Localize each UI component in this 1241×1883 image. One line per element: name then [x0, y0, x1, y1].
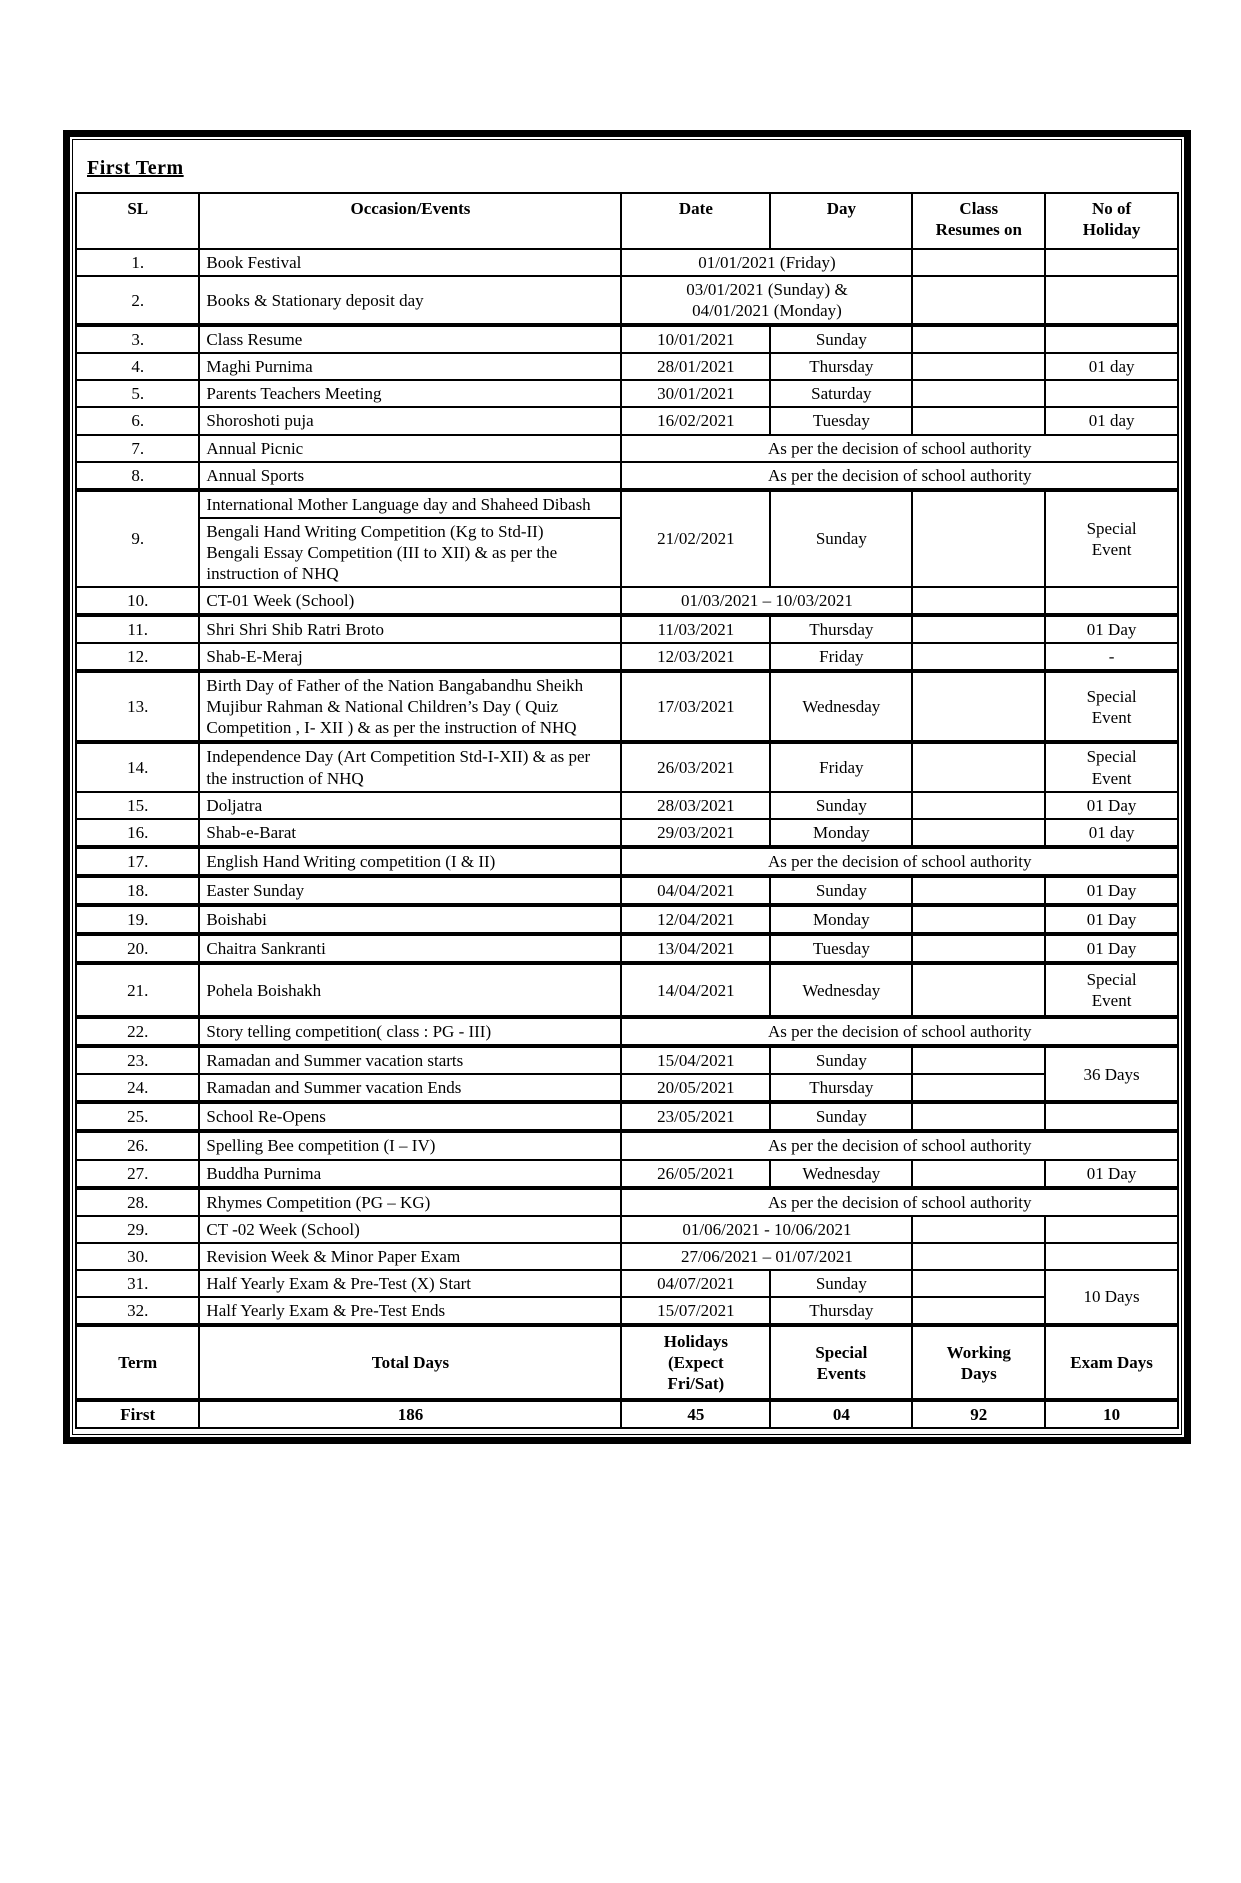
occasion-cell: School Re-Opens — [199, 1102, 621, 1131]
date-cell: 01/01/2021 (Friday) — [621, 249, 912, 276]
sl-cell: 13. — [76, 671, 199, 742]
occasion-cell: Book Festival — [199, 249, 621, 276]
day-cell: Sunday — [770, 792, 912, 819]
date-cell: 04/04/2021 — [621, 876, 770, 905]
date-cell: 13/04/2021 — [621, 934, 770, 963]
table-row — [76, 353, 1178, 380]
class-resumes-cell — [912, 587, 1045, 615]
occasion-cell: Half Yearly Exam & Pre-Test (X) Start — [199, 1270, 621, 1297]
occasion-cell: Shoroshoti puja — [199, 407, 621, 434]
table-row — [76, 1074, 1178, 1102]
header-day: Day — [770, 193, 912, 249]
day-cell: Sunday — [770, 490, 912, 587]
occasion-cell: Birth Day of Father of the Nation Bangabandhu Sheikh Mujibur Rahman & National Children’s Day ( Quiz Competition , I- XII ) & as per the instruction of NHQ — [199, 671, 621, 742]
occasion-cell: Half Yearly Exam & Pre-Test Ends — [199, 1297, 621, 1325]
class-resumes-cell — [912, 490, 1045, 587]
holiday-cell: Special Event — [1045, 963, 1178, 1017]
summary-special-events-value: 04 — [770, 1400, 912, 1428]
holiday-cell — [1045, 249, 1178, 276]
summary-header-exam-days: Exam Days — [1045, 1325, 1178, 1400]
table-row — [76, 407, 1178, 434]
header-no-of-holiday: No of Holiday — [1045, 193, 1178, 249]
holiday-cell — [1045, 380, 1178, 407]
holiday-cell — [1045, 1243, 1178, 1270]
sl-cell: 2. — [76, 276, 199, 325]
class-resumes-cell — [912, 963, 1045, 1017]
occasion-cell: Story telling competition( class : PG - III) — [199, 1017, 621, 1046]
table-row — [76, 1102, 1178, 1131]
table-row — [76, 587, 1178, 615]
date-cell: 14/04/2021 — [621, 963, 770, 1017]
occasion-cell: Boishabi — [199, 905, 621, 934]
date-cell: 01/06/2021 - 10/06/2021 — [621, 1216, 912, 1243]
holiday-cell: 36 Days — [1045, 1046, 1178, 1102]
class-resumes-cell — [912, 325, 1045, 353]
authority-note-cell: As per the decision of school authority — [621, 1188, 1178, 1216]
table-row — [76, 671, 1178, 742]
occasion-cell: Buddha Purnima — [199, 1160, 621, 1188]
occasion-cell: Spelling Bee competition (I – IV) — [199, 1131, 621, 1159]
holiday-cell: 01 Day — [1045, 934, 1178, 963]
class-resumes-cell — [912, 1216, 1045, 1243]
sl-cell: 4. — [76, 353, 199, 380]
term-table-frame — [63, 130, 1191, 1444]
sl-cell: 30. — [76, 1243, 199, 1270]
sl-cell: 23. — [76, 1046, 199, 1074]
class-resumes-cell — [912, 407, 1045, 434]
table-row — [76, 1216, 1178, 1243]
table-row — [76, 462, 1178, 490]
occasion-cell: Doljatra — [199, 792, 621, 819]
occasion-cell: Shab-e-Barat — [199, 819, 621, 847]
class-resumes-cell — [912, 1102, 1045, 1131]
date-cell: 27/06/2021 – 01/07/2021 — [621, 1243, 912, 1270]
sl-cell: 10. — [76, 587, 199, 615]
header-date: Date — [621, 193, 770, 249]
date-cell: 16/02/2021 — [621, 407, 770, 434]
page-title: First Term — [87, 157, 184, 179]
class-resumes-cell — [912, 876, 1045, 905]
date-cell: 04/07/2021 — [621, 1270, 770, 1297]
occasion-cell: Easter Sunday — [199, 876, 621, 905]
table-row — [76, 615, 1178, 643]
table-row — [76, 1131, 1178, 1159]
date-cell: 26/03/2021 — [621, 742, 770, 791]
class-resumes-cell — [912, 615, 1045, 643]
date-cell: 20/05/2021 — [621, 1074, 770, 1102]
table-row — [76, 905, 1178, 934]
holiday-cell: 01 Day — [1045, 1160, 1178, 1188]
table-row — [76, 249, 1178, 276]
table-row — [76, 325, 1178, 353]
class-resumes-cell — [912, 249, 1045, 276]
date-cell: 12/04/2021 — [621, 905, 770, 934]
authority-note-cell: As per the decision of school authority — [621, 1017, 1178, 1046]
occasion-cell: Annual Picnic — [199, 435, 621, 462]
holiday-cell: 10 Days — [1045, 1270, 1178, 1325]
class-resumes-cell — [912, 1074, 1045, 1102]
occasion-cell: CT-01 Week (School) — [199, 587, 621, 615]
class-resumes-cell — [912, 934, 1045, 963]
class-resumes-cell — [912, 1270, 1045, 1297]
summary-holidays-value: 45 — [621, 1400, 770, 1428]
occasion-cell: Chaitra Sankranti — [199, 934, 621, 963]
day-cell: Sunday — [770, 325, 912, 353]
table-row — [76, 380, 1178, 407]
header-row — [76, 193, 1178, 249]
class-resumes-cell — [912, 671, 1045, 742]
table-row — [76, 1243, 1178, 1270]
sl-cell: 18. — [76, 876, 199, 905]
holiday-cell: 01 Day — [1045, 876, 1178, 905]
date-cell: 23/05/2021 — [621, 1102, 770, 1131]
sl-cell: 26. — [76, 1131, 199, 1159]
class-resumes-cell — [912, 1297, 1045, 1325]
day-cell: Thursday — [770, 1297, 912, 1325]
table-row — [76, 792, 1178, 819]
date-cell: 30/01/2021 — [621, 380, 770, 407]
occasion-cell: Rhymes Competition (PG – KG) — [199, 1188, 621, 1216]
sl-cell: 31. — [76, 1270, 199, 1297]
calendar-table-header — [76, 193, 1178, 249]
header-sl: SL — [76, 193, 199, 249]
occasion-cell: Pohela Boishakh — [199, 963, 621, 1017]
table-row — [76, 1297, 1178, 1325]
occasion-cell: Annual Sports — [199, 462, 621, 490]
holiday-cell: - — [1045, 643, 1178, 671]
table-row — [76, 1270, 1178, 1297]
day-cell: Sunday — [770, 1270, 912, 1297]
occasion-cell: Shri Shri Shib Ratri Broto — [199, 615, 621, 643]
day-cell: Friday — [770, 643, 912, 671]
day-cell: Friday — [770, 742, 912, 791]
class-resumes-cell — [912, 742, 1045, 791]
date-cell: 15/04/2021 — [621, 1046, 770, 1074]
day-cell: Wednesday — [770, 1160, 912, 1188]
day-cell: Monday — [770, 905, 912, 934]
day-cell: Wednesday — [770, 671, 912, 742]
table-row — [76, 819, 1178, 847]
header-class-resumes: Class Resumes on — [912, 193, 1045, 249]
sl-cell: 19. — [76, 905, 199, 934]
day-cell: Thursday — [770, 353, 912, 380]
day-cell: Tuesday — [770, 934, 912, 963]
table-row — [76, 742, 1178, 791]
summary-header-holidays: Holidays (Expect Fri/Sat) — [621, 1325, 770, 1400]
sl-cell: 24. — [76, 1074, 199, 1102]
sl-cell: 11. — [76, 615, 199, 643]
date-cell: 21/02/2021 — [621, 490, 770, 587]
summary-total-days-value: 186 — [199, 1400, 621, 1428]
date-cell: 10/01/2021 — [621, 325, 770, 353]
occasion-cell: Books & Stationary deposit day — [199, 276, 621, 325]
occasion-cell: Independence Day (Art Competition Std-I-XII) & as per the instruction of NHQ — [199, 742, 621, 791]
sl-cell: 14. — [76, 742, 199, 791]
class-resumes-cell — [912, 792, 1045, 819]
summary-header-working-days: Working Days — [912, 1325, 1045, 1400]
class-resumes-cell — [912, 643, 1045, 671]
holiday-cell: Special Event — [1045, 671, 1178, 742]
sl-cell: 7. — [76, 435, 199, 462]
occasion-cell: Shab-E-Meraj — [199, 643, 621, 671]
class-resumes-cell — [912, 1243, 1045, 1270]
table-row — [76, 963, 1178, 1017]
table-row — [76, 1400, 1178, 1428]
occasion-cell: Parents Teachers Meeting — [199, 380, 621, 407]
sl-cell: 27. — [76, 1160, 199, 1188]
holiday-cell: 01 Day — [1045, 905, 1178, 934]
sl-cell: 22. — [76, 1017, 199, 1046]
sl-cell: 12. — [76, 643, 199, 671]
table-row — [76, 876, 1178, 905]
holiday-cell — [1045, 1216, 1178, 1243]
holiday-cell — [1045, 276, 1178, 325]
sl-cell: 20. — [76, 934, 199, 963]
calendar-table — [75, 192, 1179, 1429]
holiday-cell: 01 Day — [1045, 615, 1178, 643]
occasion-cell: English Hand Writing competition (I & II) — [199, 847, 621, 876]
class-resumes-cell — [912, 905, 1045, 934]
table-row — [76, 276, 1178, 325]
day-cell: Sunday — [770, 1046, 912, 1074]
table-row — [76, 490, 1178, 518]
day-cell: Thursday — [770, 615, 912, 643]
sl-cell: 16. — [76, 819, 199, 847]
holiday-cell: 01 Day — [1045, 792, 1178, 819]
class-resumes-cell — [912, 1160, 1045, 1188]
holiday-cell — [1045, 1102, 1178, 1131]
holiday-cell: 01 day — [1045, 353, 1178, 380]
sl-cell: 3. — [76, 325, 199, 353]
sl-cell: 17. — [76, 847, 199, 876]
calendar-table-body — [76, 249, 1178, 1428]
holiday-cell: Special Event — [1045, 490, 1178, 587]
date-cell: 28/01/2021 — [621, 353, 770, 380]
table-row — [76, 1325, 1178, 1400]
date-cell: 29/03/2021 — [621, 819, 770, 847]
sl-cell: 29. — [76, 1216, 199, 1243]
authority-note-cell: As per the decision of school authority — [621, 847, 1178, 876]
date-cell: 26/05/2021 — [621, 1160, 770, 1188]
date-cell: 03/01/2021 (Sunday) & 04/01/2021 (Monday) — [621, 276, 912, 325]
class-resumes-cell — [912, 819, 1045, 847]
summary-header-term: Term — [76, 1325, 199, 1400]
date-cell: 15/07/2021 — [621, 1297, 770, 1325]
summary-header-special-events: Special Events — [770, 1325, 912, 1400]
table-row — [76, 435, 1178, 462]
day-cell: Monday — [770, 819, 912, 847]
holiday-cell: 01 day — [1045, 819, 1178, 847]
summary-working-days-value: 92 — [912, 1400, 1045, 1428]
sl-cell: 32. — [76, 1297, 199, 1325]
table-row — [76, 1017, 1178, 1046]
occasion-cell: Ramadan and Summer vacation starts — [199, 1046, 621, 1074]
occasion-cell: Bengali Hand Writing Competition (Kg to Std-II) Bengali Essay Competition (III to XII) & as per the instruction of NHQ — [199, 518, 621, 587]
authority-note-cell: As per the decision of school authority — [621, 435, 1178, 462]
sl-cell: 5. — [76, 380, 199, 407]
table-row — [76, 847, 1178, 876]
table-row — [76, 1188, 1178, 1216]
sl-cell: 8. — [76, 462, 199, 490]
summary-term-value: First — [76, 1400, 199, 1428]
header-occasion: Occasion/Events — [199, 193, 621, 249]
class-resumes-cell — [912, 380, 1045, 407]
authority-note-cell: As per the decision of school authority — [621, 1131, 1178, 1159]
table-row — [76, 643, 1178, 671]
day-cell: Sunday — [770, 1102, 912, 1131]
holiday-cell: Special Event — [1045, 742, 1178, 791]
day-cell: Wednesday — [770, 963, 912, 1017]
authority-note-cell: As per the decision of school authority — [621, 462, 1178, 490]
table-row — [76, 1046, 1178, 1074]
occasion-cell: Class Resume — [199, 325, 621, 353]
sl-cell: 1. — [76, 249, 199, 276]
sl-cell: 9. — [76, 490, 199, 587]
holiday-cell — [1045, 587, 1178, 615]
day-cell: Tuesday — [770, 407, 912, 434]
occasion-cell: International Mother Language day and Shaheed Dibash — [199, 490, 621, 518]
sl-cell: 6. — [76, 407, 199, 434]
occasion-cell: CT -02 Week (School) — [199, 1216, 621, 1243]
sl-cell: 15. — [76, 792, 199, 819]
date-cell: 17/03/2021 — [621, 671, 770, 742]
sl-cell: 25. — [76, 1102, 199, 1131]
occasion-cell: Revision Week & Minor Paper Exam — [199, 1243, 621, 1270]
holiday-cell — [1045, 325, 1178, 353]
occasion-cell: Maghi Purnima — [199, 353, 621, 380]
class-resumes-cell — [912, 1046, 1045, 1074]
date-cell: 12/03/2021 — [621, 643, 770, 671]
day-cell: Sunday — [770, 876, 912, 905]
day-cell: Saturday — [770, 380, 912, 407]
summary-exam-days-value: 10 — [1045, 1400, 1178, 1428]
holiday-cell: 01 day — [1045, 407, 1178, 434]
class-resumes-cell — [912, 276, 1045, 325]
day-cell: Thursday — [770, 1074, 912, 1102]
date-cell: 01/03/2021 – 10/03/2021 — [621, 587, 912, 615]
summary-header-total-days: Total Days — [199, 1325, 621, 1400]
class-resumes-cell — [912, 353, 1045, 380]
table-row — [76, 1160, 1178, 1188]
table-row — [76, 934, 1178, 963]
occasion-cell: Ramadan and Summer vacation Ends — [199, 1074, 621, 1102]
sl-cell: 28. — [76, 1188, 199, 1216]
date-cell: 11/03/2021 — [621, 615, 770, 643]
sl-cell: 21. — [76, 963, 199, 1017]
date-cell: 28/03/2021 — [621, 792, 770, 819]
